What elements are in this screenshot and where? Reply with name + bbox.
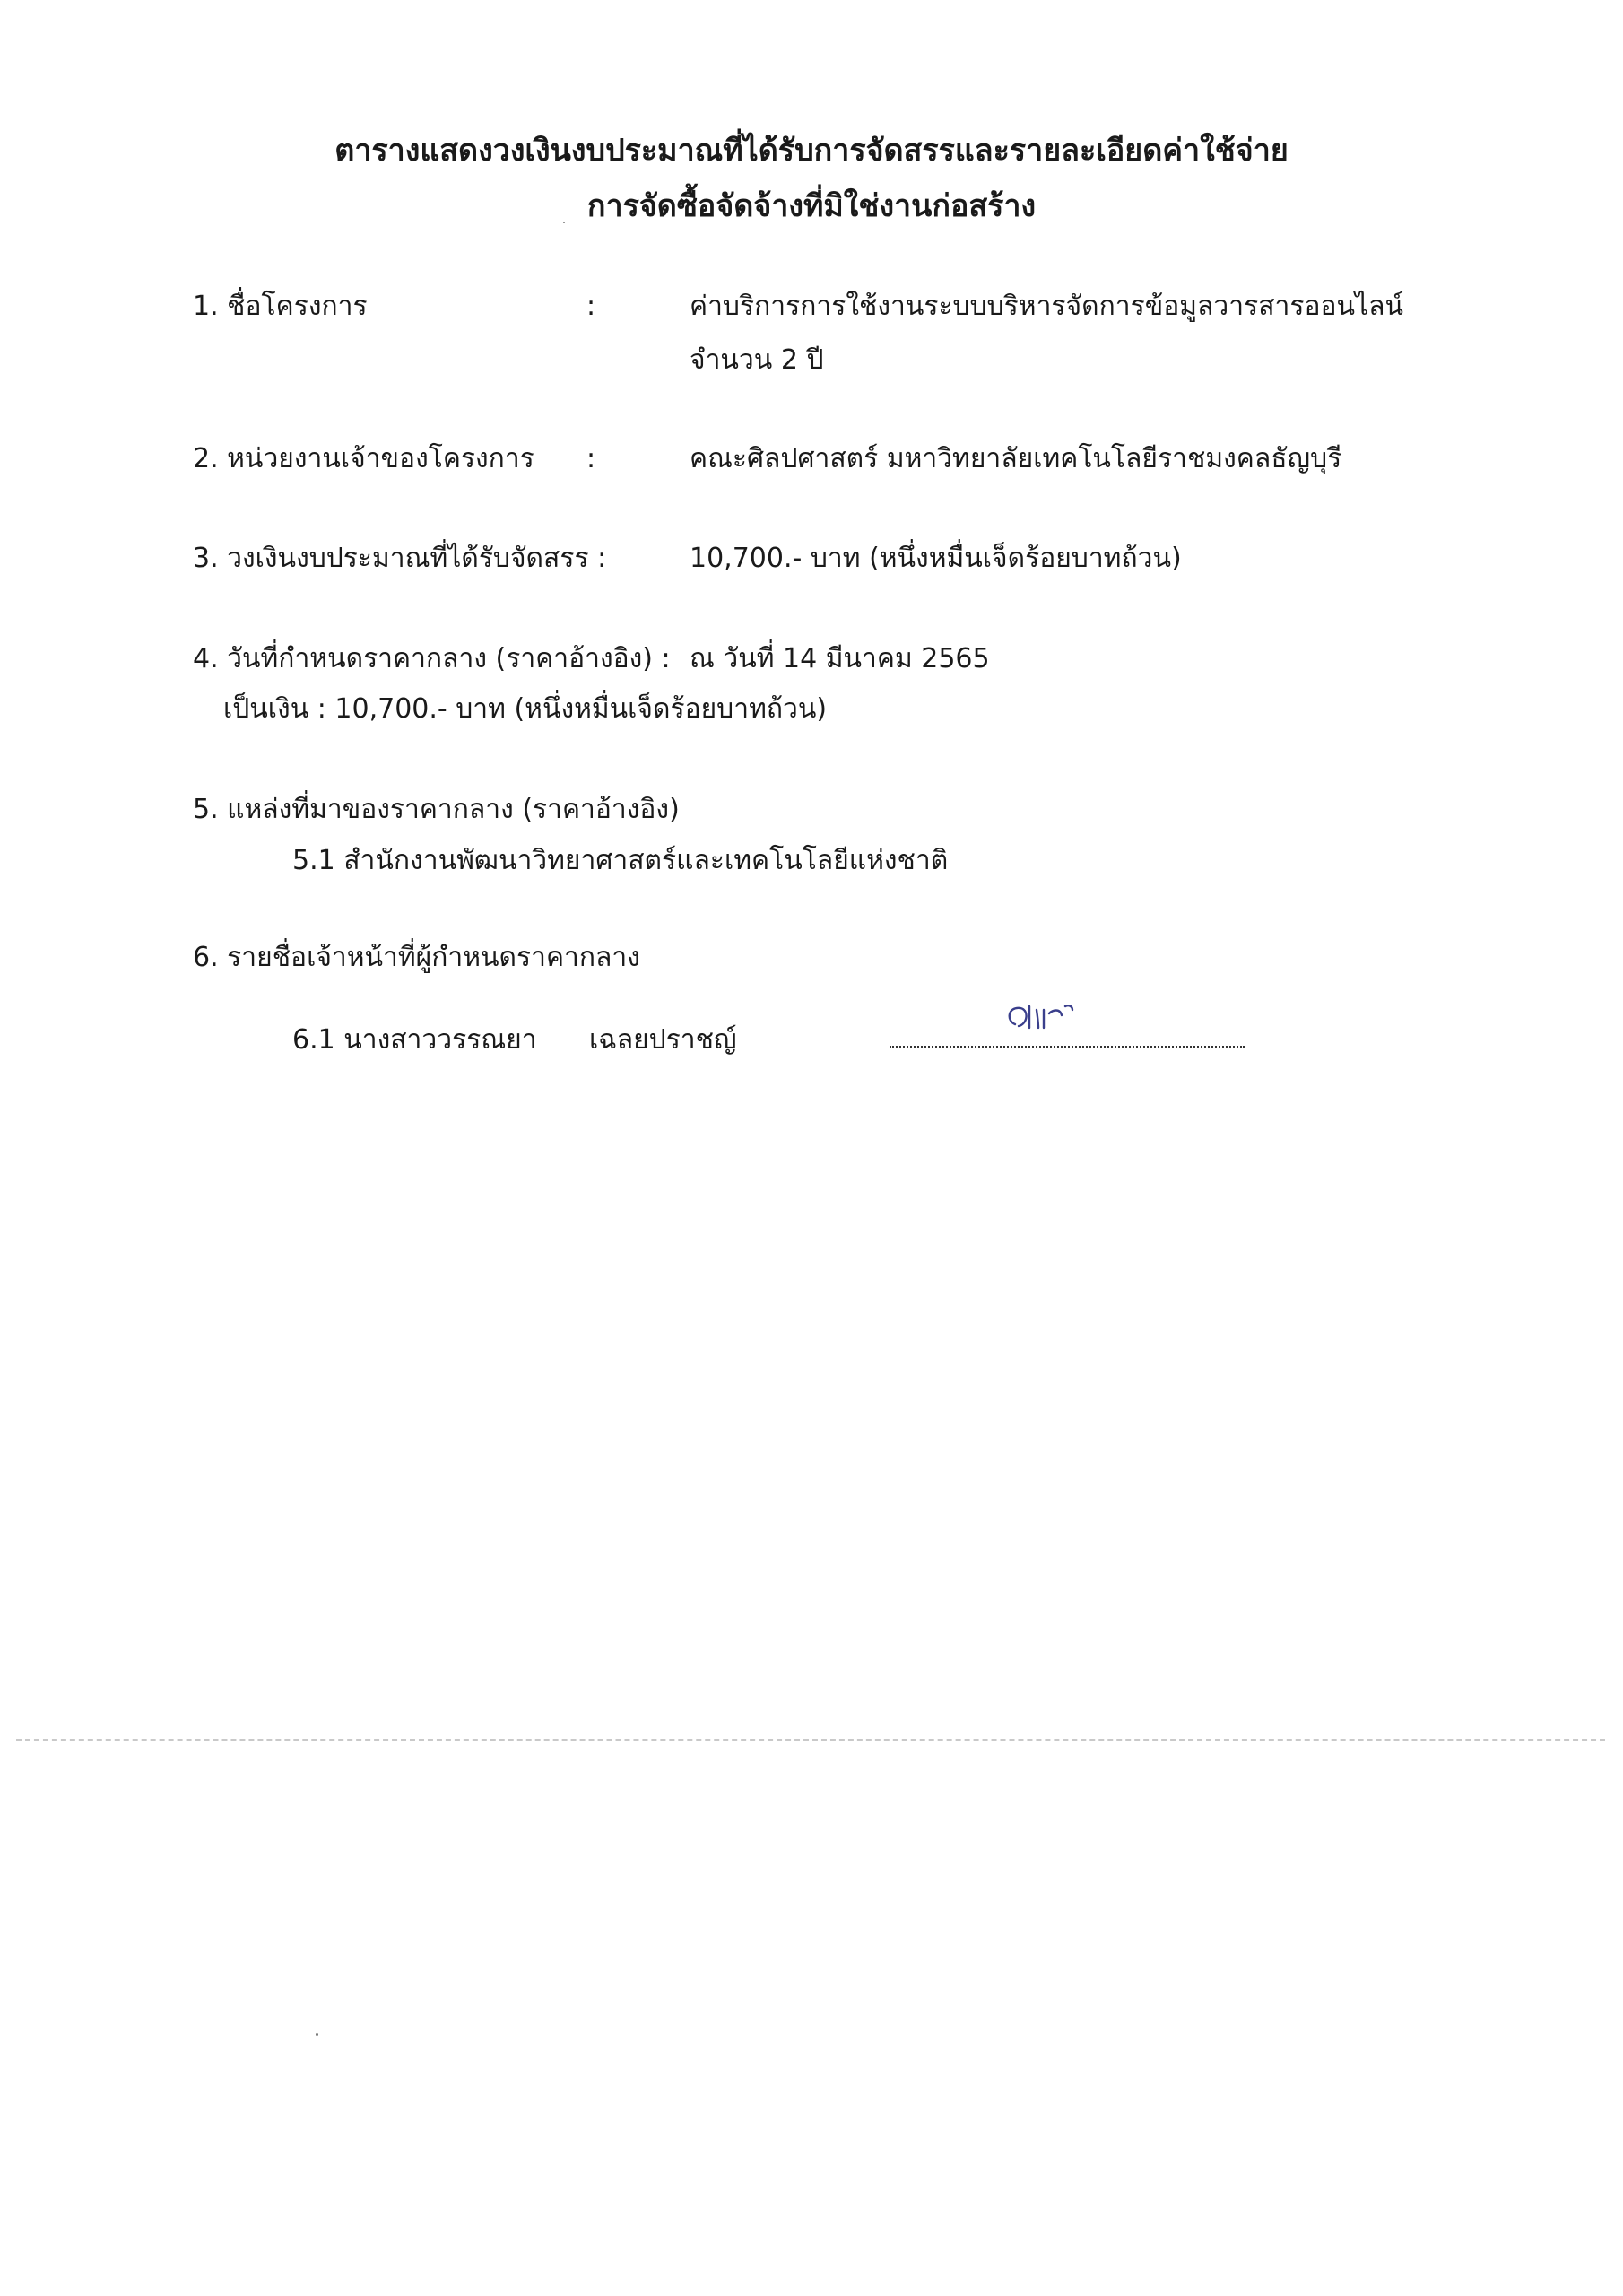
item5-sub1: 5.1 สำนักงานพัฒนาวิทยาศาสตร์และเทคโนโลยีแห่งชาติ xyxy=(292,845,949,876)
item1-value-line1: ค่าบริการการใช้งานระบบบริหารจัดการข้อมูลวารสารออนไลน์ xyxy=(690,291,1403,322)
item1-value-line2: จำนวน 2 ปี xyxy=(690,344,824,376)
item4-label: 4. วันที่กำหนดราคากลาง (ราคาอ้างอิง) : xyxy=(193,643,671,674)
item4-amount-line: เป็นเงิน : 10,700.- บาท (หนึ่งหมื่นเจ็ดร้อยบาทถ้วน) xyxy=(223,693,828,725)
item6-label: 6. รายชื่อเจ้าหน้าที่ผู้กำหนดราคากลาง xyxy=(193,942,640,973)
item2-label: 2. หน่วยงานเจ้าของโครงการ xyxy=(193,443,534,474)
item6-sub1-name: 6.1 นางสาววรรณยา xyxy=(292,1024,537,1056)
scan-speck xyxy=(316,2033,318,2036)
item2-colon: : xyxy=(586,443,596,474)
item6-sub1-surname: เฉลยปราชญ์ xyxy=(589,1024,737,1056)
document-title-line1: ตารางแสดงวงเงินงบประมาณที่ได้รับการจัดสรรและรายละเอียดค่าใช้จ่าย xyxy=(334,133,1289,169)
item5-label: 5. แหล่งที่มาของราคากลาง (ราคาอ้างอิง) xyxy=(193,794,680,825)
document-title-line2: การจัดซื้อจัดจ้างที่มิใช่งานก่อสร้าง xyxy=(586,188,1037,224)
item1-colon: : xyxy=(586,291,596,322)
item1-label: 1. ชื่อโครงการ xyxy=(193,291,368,322)
item3-value: 10,700.- บาท (หนึ่งหมื่นเจ็ดร้อยบาทถ้วน) xyxy=(690,543,1182,574)
handwritten-signature xyxy=(1002,997,1110,1033)
item4-value: ณ วันที่ 14 มีนาคม 2565 xyxy=(690,643,990,674)
item2-value: คณะศิลปศาสตร์ มหาวิทยาลัยเทคโนโลยีราชมงคลธัญบุรี xyxy=(690,443,1342,474)
scan-speck xyxy=(563,222,565,223)
item3-label: 3. วงเงินงบประมาณที่ได้รับจัดสรร : xyxy=(193,543,607,574)
scan-fold-line xyxy=(16,1739,1605,1741)
